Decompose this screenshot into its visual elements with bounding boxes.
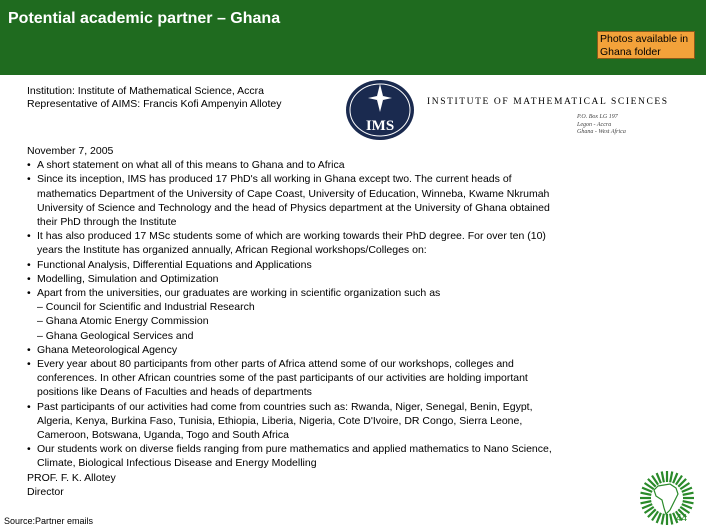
bullet-line: • Ghana Meteorological Agency xyxy=(37,343,178,356)
ims-monogram: IMS xyxy=(365,118,395,134)
page-number: 44 xyxy=(676,513,688,524)
sunburst-ray xyxy=(662,472,664,483)
organization-item: – Ghana Atomic Energy Commission xyxy=(37,315,209,328)
bullet-line: • Our students work on diverse fields ranging from pure mathematics and applied mathematics to Nano Science, xyxy=(37,443,552,456)
ims-logo xyxy=(344,78,416,142)
signature-name: PROF. F. K. Allotey xyxy=(27,471,116,484)
bullet-line: • Modelling, Simulation and Optimization xyxy=(37,272,219,285)
slide-title: Potential academic partner – Ghana xyxy=(8,10,281,27)
bullet-item xyxy=(27,442,677,470)
bullet-line: conferences. In other African countries some of the past participants of our activities are holding important xyxy=(37,372,528,385)
bullet-line: Algeria, Kenya, Burkina Faso, Tunisia, Ethiopia, Liberia, Nigeria, Cote D'Ivoire, DR Congo, Sierra Leone, xyxy=(37,414,523,427)
bullet-line: • Past participants of our activities had come from countries such as: Rwanda, Niger, Senegal, Benin, Egypt, xyxy=(37,400,533,413)
ims-address: P.O. Box LG 197 Legon - Accra Ghana - West Africa xyxy=(577,114,626,135)
bullet-line: Climate, Biological Infectious Disease and Energy Modelling xyxy=(37,457,317,470)
bullet-line: • A short statement on what all of this means to Ghana and to Africa xyxy=(37,159,345,172)
sunburst-ray xyxy=(683,501,694,503)
bullet-item xyxy=(27,258,677,272)
institution-block xyxy=(27,85,281,111)
bullet-line: • Functional Analysis, Differential Equations and Applications xyxy=(37,258,312,271)
bullet-line: their PhD through the Institute xyxy=(37,216,177,229)
bullet-line: • Since its inception, IMS has produced 17 PhD's all working in Ghana except two. The current heads of xyxy=(37,173,512,186)
bullet-item xyxy=(27,357,677,400)
sunburst-ray xyxy=(662,514,664,525)
organization-item: – Council for Scientific and Industrial Research xyxy=(37,301,255,314)
bullet-line: mathematics Department of the University of Cape Coast, University of Education, Winneba, Kwame Nkrumah xyxy=(37,187,550,200)
ims-name: INSTITUTE OF MATHEMATICAL SCIENCES xyxy=(427,97,669,107)
bullet-item xyxy=(27,286,677,300)
signature-role: Director xyxy=(27,485,64,498)
bullet-line: University of Science and Technology and the head of Physics department at the University of Ghana obtained xyxy=(37,201,550,214)
sunburst-ray xyxy=(670,514,672,525)
body-text xyxy=(27,144,677,499)
bullet-item xyxy=(27,400,677,443)
bullet-line: positions like Deans of Faculties and heads of departments xyxy=(37,386,312,399)
bullet-line: • Apart from the universities, our graduates are working in scientific organization such as xyxy=(37,287,441,300)
institution-line: Institution: Institute of Mathematical Science, Accra xyxy=(27,85,264,97)
representative-line: Representative of AIMS: Francis Kofi Ampenyin Allotey xyxy=(27,98,282,110)
bullet-item xyxy=(27,343,677,357)
bullet-item xyxy=(27,172,677,229)
africa-map-icon xyxy=(654,484,678,514)
source-note: Source:Partner emails xyxy=(4,516,94,526)
date-line: November 7, 2005 xyxy=(27,145,114,157)
bullet-line: years the Institute has organized annually, African Regional workshops/Colleges on: xyxy=(37,244,427,257)
africa-logo xyxy=(636,468,698,526)
bullet-line: • It has also produced 17 MSc students some of which are working towards their PhD degree. For over ten (10) xyxy=(37,230,546,243)
bullet-line: Cameroon, Botswana, Uganda, Togo and South Africa xyxy=(37,429,289,442)
header-band xyxy=(0,0,706,75)
bullet-line: • Every year about 80 participants from other parts of Africa attend some of our workshops, colleges and xyxy=(37,358,514,371)
sunburst-ray xyxy=(641,501,652,503)
bullet-item xyxy=(27,158,677,172)
bullet-item xyxy=(27,272,677,286)
sunburst-ray xyxy=(641,493,652,495)
organization-item: – Ghana Geological Services and xyxy=(37,329,194,342)
sunburst-ray xyxy=(670,472,672,483)
photo-note-badge: Photos available in Ghana folder xyxy=(597,31,695,59)
bullet-item xyxy=(27,229,677,257)
sunburst-ray xyxy=(683,493,694,495)
